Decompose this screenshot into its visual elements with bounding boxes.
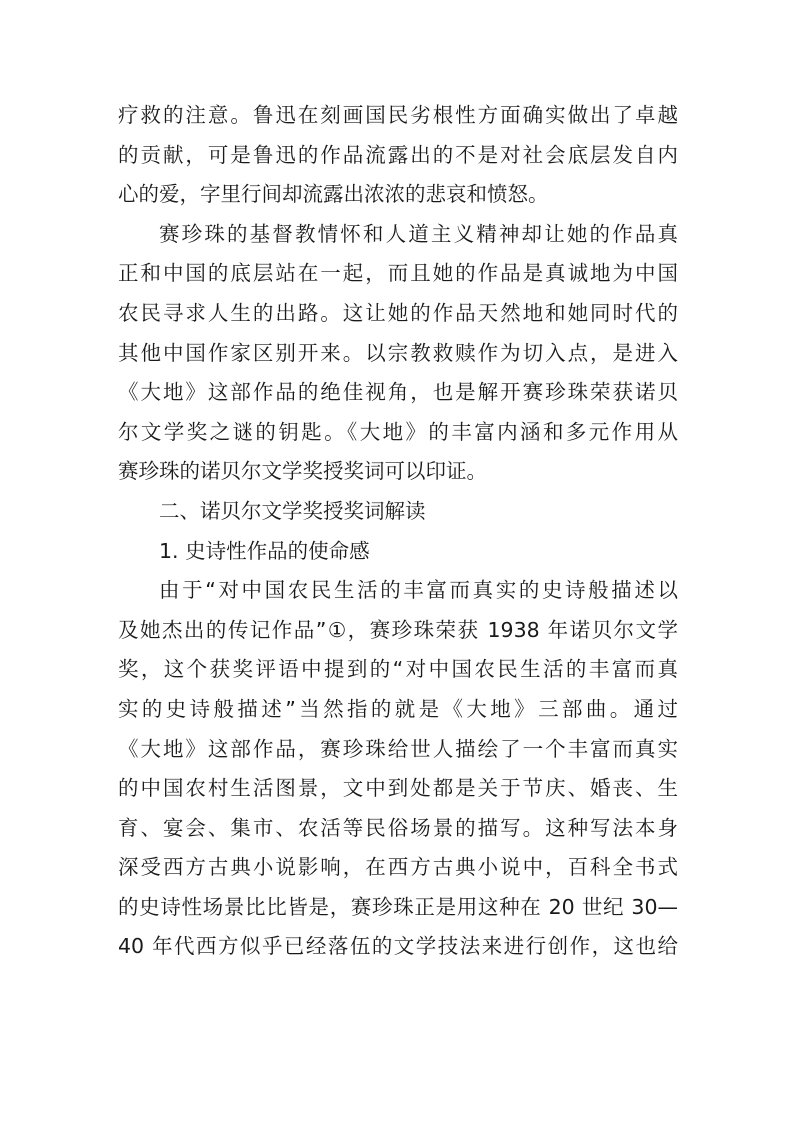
text-line: 的史诗性场景比比皆是，赛珍珠正是用这种在 20 世纪 30— [118,894,678,919]
paragraph-nobel-citation [118,571,678,967]
text-line: 《大地》这部作品的绝佳视角，也是解开赛珍珠荣获诺贝 [118,380,678,405]
text-line: 心的爱，字里行间却流露出浓浓的悲哀和愤怒。 [118,182,549,207]
text-line: 40 年代西方似乎已经落伍的文学技法来进行创作，这也给 [118,934,678,959]
paragraph-pearl-buck-humanism [118,215,678,492]
subsection-heading-text: 1. 史诗性作品的使命感 [159,538,370,563]
text-line: 育、宴会、集市、农活等民俗场景的描写。这种写法本身 [118,815,678,840]
subsection-heading [118,532,678,572]
text-line: 《大地》这部作品，赛珍珠给世人描绘了一个丰富而真实 [118,736,678,761]
text-line: 疗救的注意。鲁迅在刻画国民劣根性方面确实做出了卓越 [118,103,678,127]
document-page [118,96,678,967]
text-line: 奖，这个获奖评语中提到的“对中国农民生活的丰富而真 [118,657,678,682]
paragraph-lu-xun [118,96,678,215]
text-line: 农民寻求人生的出路。这让她的作品天然地和她同时代的 [118,300,678,325]
text-line: 正和中国的底层站在一起，而且她的作品是真诚地为中国 [118,261,678,286]
text-line: 深受西方古典小说影响，在西方古典小说中，百科全书式 [118,855,678,880]
text-line: 赛珍珠的基督教情怀和人道主义精神却让她的作品真 [159,221,678,246]
text-line: 的贡献，可是鲁迅的作品流露出的不是对社会底层发自内 [118,142,678,167]
text-line: 赛珍珠的诺贝尔文学奖授奖词可以印证。 [118,459,487,484]
text-line: 其他中国作家区别开来。以宗教救赎作为切入点，是进入 [118,340,678,365]
text-line: 尔文学奖之谜的钥匙。《大地》的丰富内涵和多元作用从 [118,419,678,444]
text-line: 的中国农村生活图景，文中到处都是关于节庆、婚丧、生 [118,776,678,801]
text-line: 实的史诗般描述”当然指的就是《大地》三部曲。通过 [118,696,678,721]
section-heading-text: 二、诺贝尔文学奖授奖词解读 [159,498,426,523]
section-heading [118,492,678,532]
text-line: 由于“对中国农民生活的丰富而真实的史诗般描述以 [159,578,678,603]
text-line: 及她杰出的传记作品”①，赛珍珠荣获 1938 年诺贝尔文学 [118,617,678,642]
